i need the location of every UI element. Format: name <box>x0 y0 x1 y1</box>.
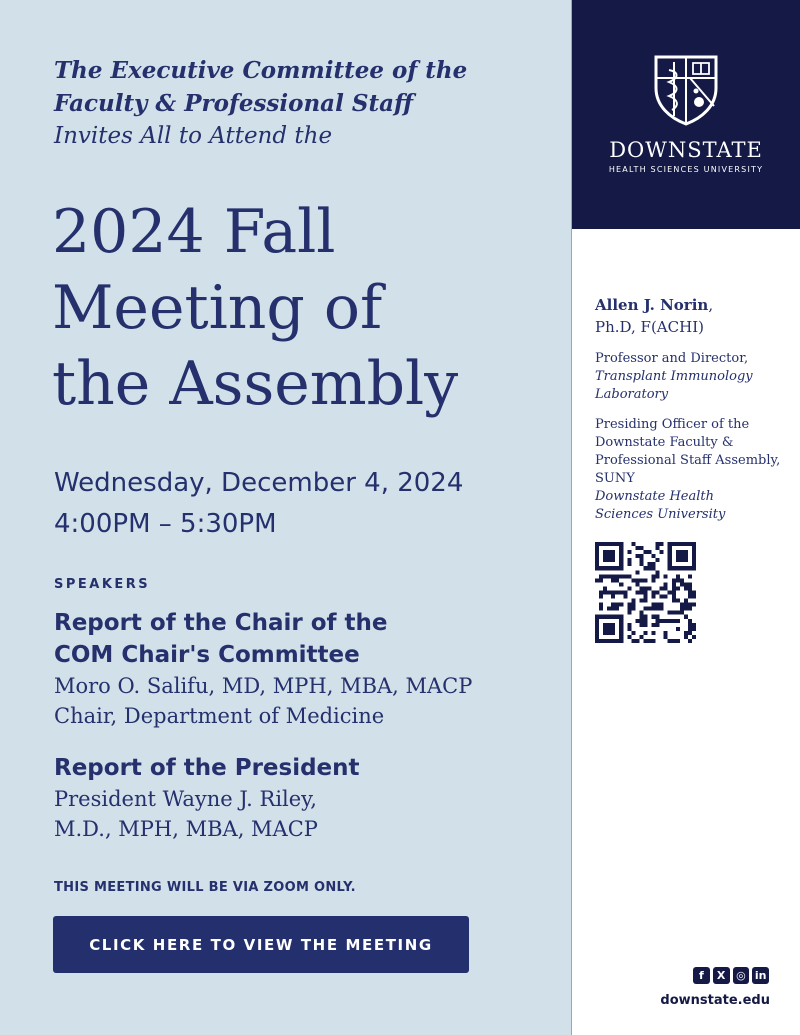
website-link[interactable]: downstate.edu <box>660 993 770 1008</box>
presenter-credentials: Ph.D, F(ACHI) <box>595 318 704 336</box>
speaker-1-name-line-2: Chair, Department of Medicine <box>54 704 385 728</box>
speaker-block-2 <box>54 752 564 844</box>
intro-line-1: The Executive Committee of the <box>54 57 468 84</box>
instagram-icon[interactable]: ◎ <box>733 967 750 984</box>
intro-line-2: Faculty & Professional Staff <box>54 90 413 117</box>
role2-line-5: Sciences University <box>595 507 726 522</box>
speakers-heading: SPEAKERS <box>54 577 151 592</box>
role2-line-3: Professional Staff Assembly, <box>595 453 781 468</box>
event-datetime <box>54 463 463 545</box>
speaker-1-title-line-2: COM Chair's Committee <box>54 642 360 668</box>
speaker-2-name-line-1: President Wayne J. Riley, <box>54 787 317 811</box>
role2-line-2: Downstate Faculty & <box>595 435 734 450</box>
logo-wordmark: DOWNSTATE <box>609 138 763 162</box>
facebook-icon[interactable]: f <box>693 967 710 984</box>
role2-line-4b: Downstate Health <box>595 489 714 504</box>
zoom-only-note: THIS MEETING WILL BE VIA ZOOM ONLY. <box>54 880 356 895</box>
speaker-1-name <box>54 671 564 731</box>
role2-line-4 <box>595 470 790 506</box>
title-line-2: Meeting of <box>52 273 383 343</box>
speaker-1-report-title <box>54 607 564 671</box>
presiding-officer-info <box>595 294 790 524</box>
title-line-1: 2024 Fall <box>52 197 336 267</box>
view-meeting-button[interactable]: CLICK HERE TO VIEW THE MEETING <box>53 916 469 973</box>
event-time: 4:00PM – 5:30PM <box>54 509 277 539</box>
speaker-1-title-line-1: Report of the Chair of the <box>54 610 388 636</box>
qr-code[interactable] <box>595 542 696 643</box>
x-twitter-icon[interactable]: X <box>713 967 730 984</box>
page-title <box>52 194 567 422</box>
speaker-2-name <box>54 784 564 844</box>
speaker-2-report-title <box>54 752 564 784</box>
event-date: Wednesday, December 4, 2024 <box>54 468 464 498</box>
linkedin-icon[interactable]: in <box>752 967 769 984</box>
speaker-1-name-line-1: Moro O. Salifu, MD, MPH, MBA, MACP <box>54 674 473 698</box>
social-links <box>693 967 769 984</box>
role2-line-1: Presiding Officer of the <box>595 417 750 432</box>
presenter-name-comma: , <box>708 296 714 314</box>
role1-line-3: Laboratory <box>595 387 669 402</box>
downstate-shield-logo <box>652 54 720 126</box>
intro-text <box>54 54 554 153</box>
speaker-2-title-line-1: Report of the President <box>54 755 360 781</box>
role2-line-4a: SUNY <box>595 471 635 486</box>
presenter-name-text: Allen J. Norin <box>595 296 709 314</box>
title-line-3: the Assembly <box>52 349 459 419</box>
presenter-role-2 <box>595 416 790 524</box>
logo-subtitle: HEALTH SCIENCES UNIVERSITY <box>608 165 764 174</box>
intro-line-3: Invites All to Attend the <box>54 123 333 149</box>
speaker-2-name-line-2: M.D., MPH, MBA, MACP <box>54 817 318 841</box>
presenter-role-1 <box>595 350 790 404</box>
speaker-block-1 <box>54 607 564 731</box>
role1-line-2: Transplant Immunology <box>595 369 753 384</box>
role1-line-1: Professor and Director, <box>595 351 749 366</box>
presenter-name <box>595 294 790 338</box>
